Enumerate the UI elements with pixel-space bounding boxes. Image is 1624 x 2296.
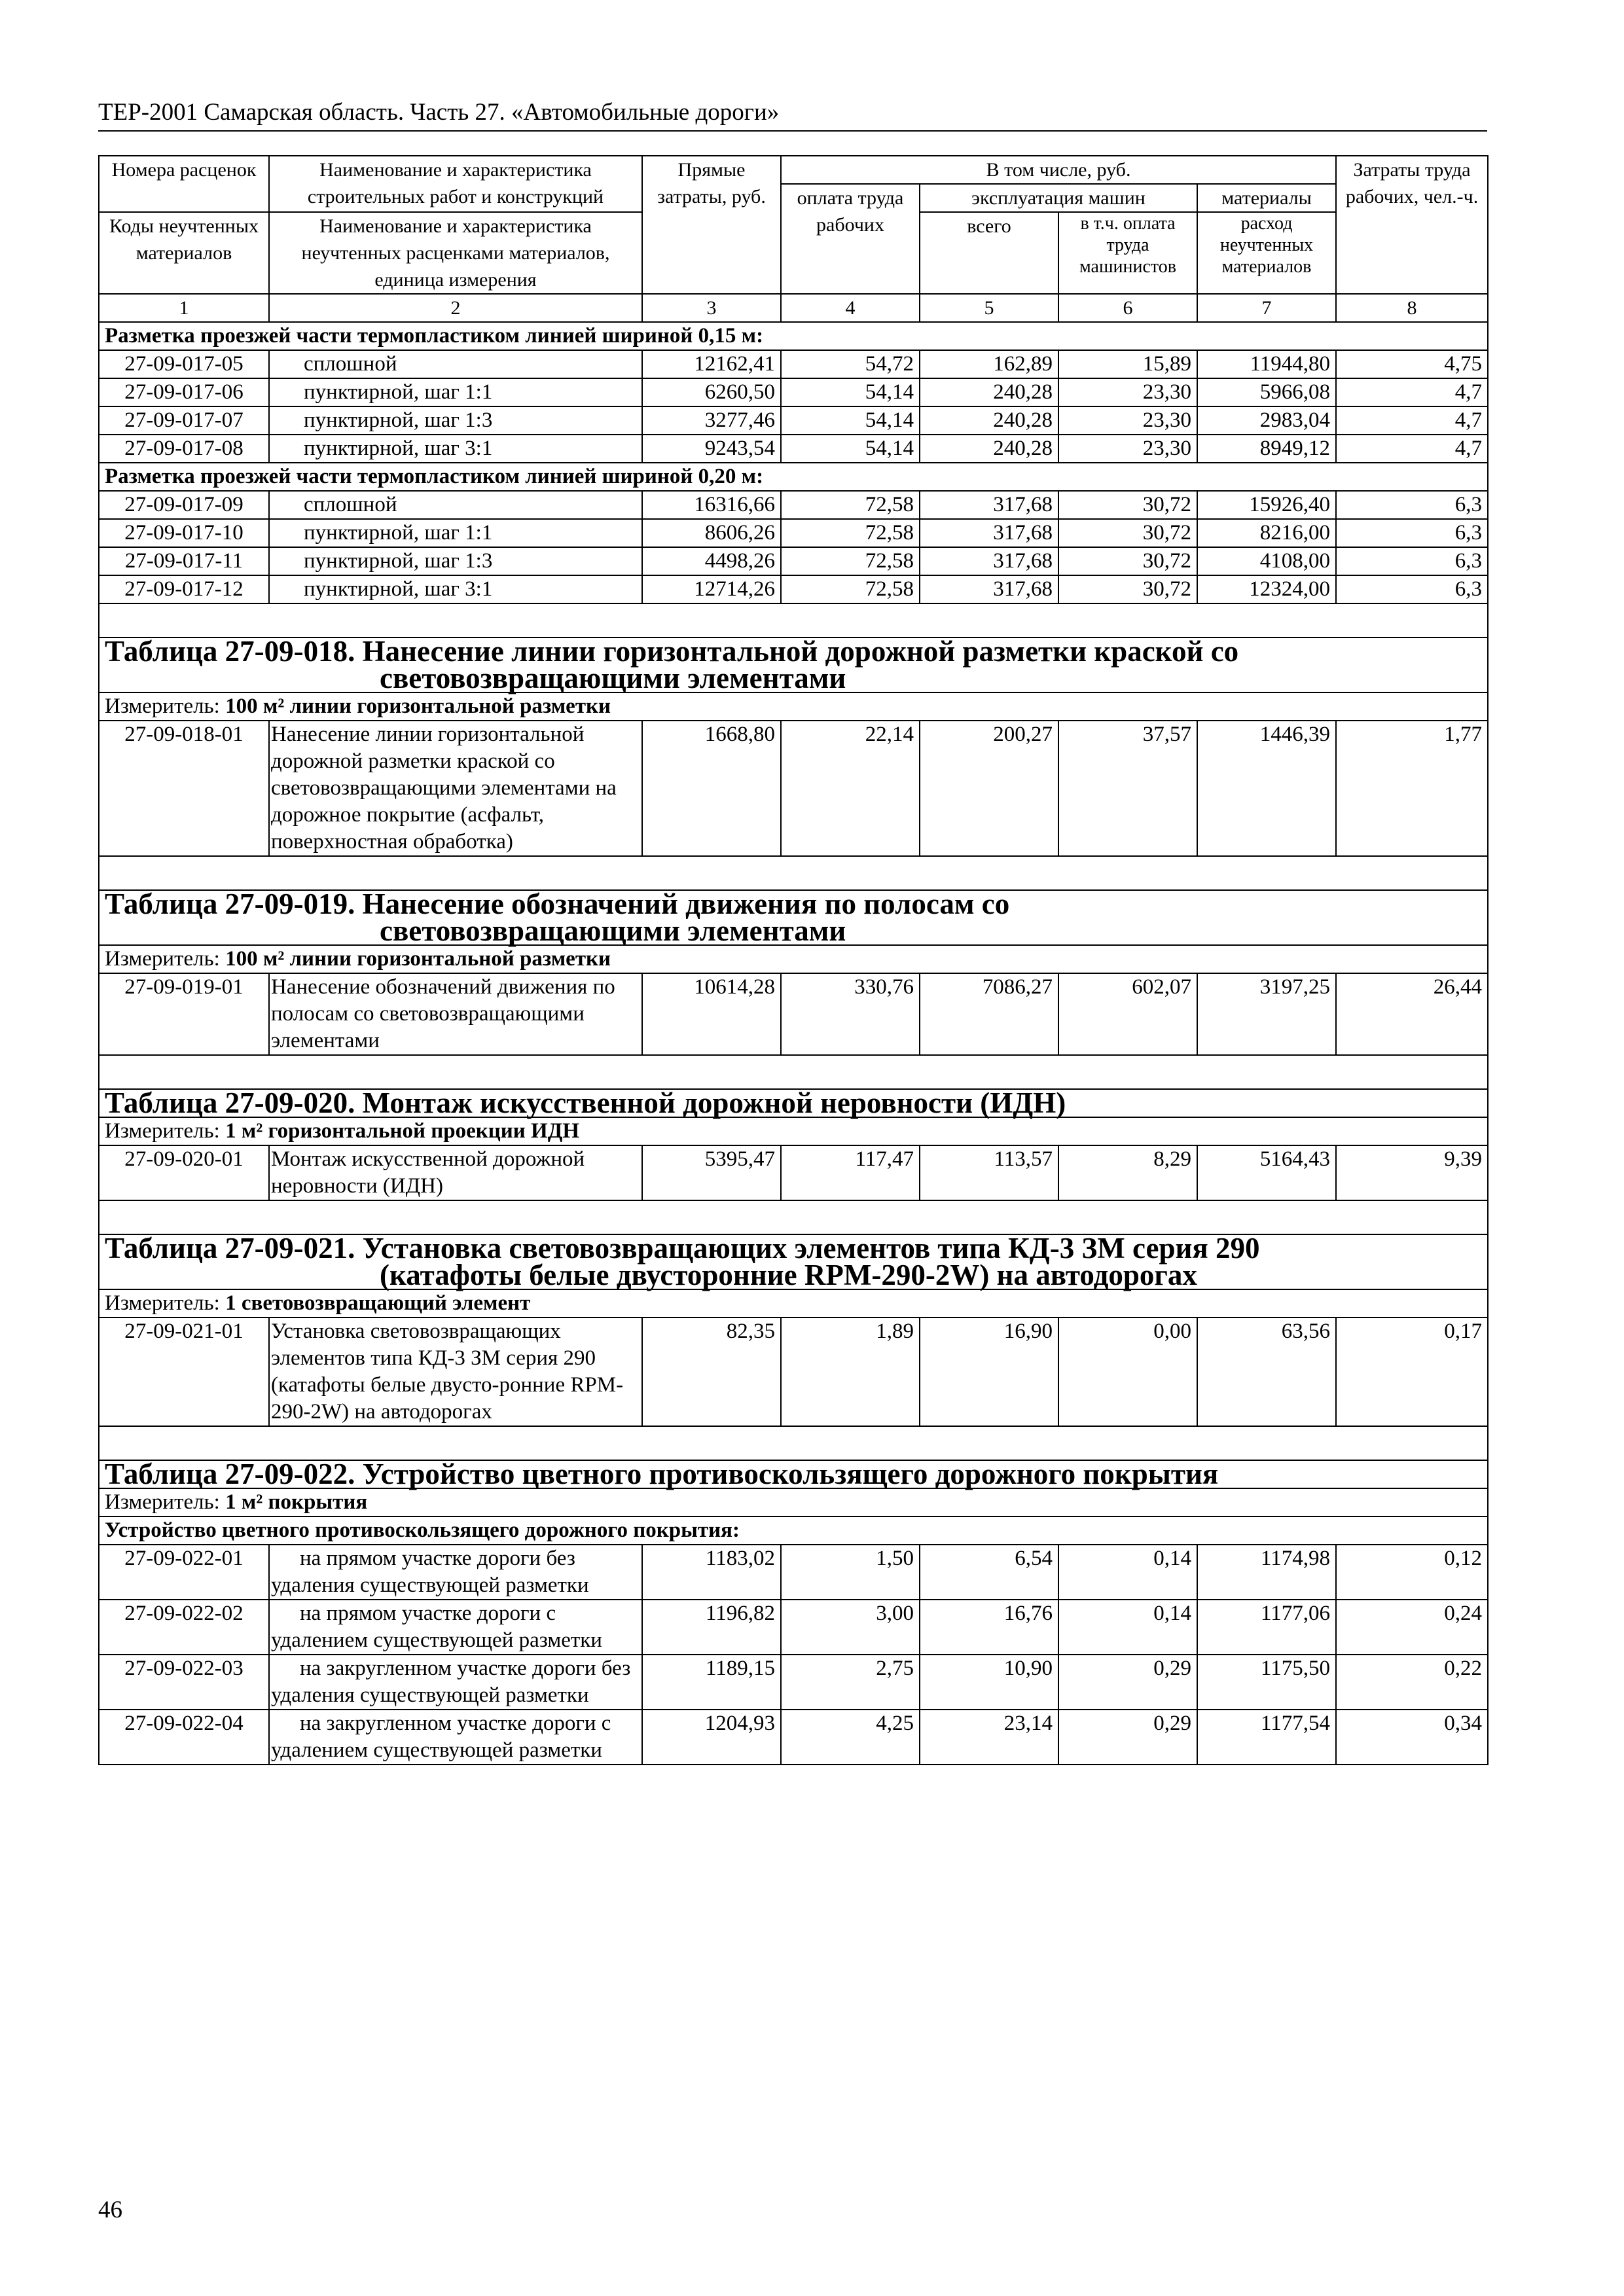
- header-row-1: [99, 156, 1488, 184]
- measure-line: Измеритель: 1 м² горизонтальной проекции ИДН: [99, 1117, 1488, 1145]
- group-heading: Устройство цветного противоскользящего дорожного покрытия:: [99, 1516, 1488, 1545]
- col-number: 2: [269, 294, 642, 322]
- table-row: 27-09-022-03 на закругленном участке дороги без удаления существующей разметки 1189,15 2,75 10,90 0,29 1175,50 0,22: [99, 1655, 1488, 1710]
- measure-line: Измеритель: 100 м² линии горизонтальной разметки: [99, 945, 1488, 973]
- measure-line: Измеритель: 1 м² покрытия: [99, 1488, 1488, 1516]
- hdr-materials: материалы: [1197, 184, 1336, 212]
- col-number: 3: [642, 294, 781, 322]
- measure-line: Измеритель: 1 световозвращающий элемент: [99, 1289, 1488, 1318]
- header-rule: [98, 130, 1487, 132]
- col-number: 8: [1336, 294, 1488, 322]
- table-title: Таблица 27-09-022. Устройство цветного противоскользящего дорожного покрытия: [99, 1460, 1488, 1488]
- hdr-machines-total: всего: [920, 212, 1058, 294]
- col-number: 1: [99, 294, 269, 322]
- group-heading: Разметка проезжей части термопластиком линией шириной 0,20 м:: [99, 463, 1488, 491]
- table-title: Таблица 27-09-020. Монтаж искусственной дорожной неровности (ИДН): [99, 1089, 1488, 1117]
- page-number: 46: [98, 2197, 122, 2223]
- hdr-material-names: Наименование и характеристика неучтенных расценками материалов, единица измерения: [269, 212, 642, 294]
- hdr-machinist-pay: в т.ч. оплата труда машинистов: [1058, 212, 1197, 294]
- table-row: 27-09-022-02 на прямом участке дороги с удалением существующей разметки 1196,82 3,00 16,76 0,14 1177,06 0,24: [99, 1600, 1488, 1655]
- col-number: 5: [920, 294, 1058, 322]
- column-numbers: [99, 294, 1488, 322]
- spacer: [99, 603, 1488, 637]
- hdr-including: В том числе, руб.: [781, 156, 1336, 184]
- hdr-direct-costs: Прямые затраты, руб.: [642, 156, 781, 294]
- hdr-material-codes: Коды неучтенных материалов: [99, 212, 269, 294]
- col-number: 7: [1197, 294, 1336, 322]
- spacer: [99, 1055, 1488, 1089]
- spacer: [99, 856, 1488, 890]
- hdr-work-name: Наименование и характеристика строительных работ и конструкций: [269, 156, 642, 212]
- hdr-labor-hours: Затраты труда рабочих, чел.-ч.: [1336, 156, 1488, 294]
- table-title: Таблица 27-09-018. Нанесение линии горизонтальной дорожной разметки краской со световозвращающими элементами: [99, 637, 1488, 692]
- table-row: 27-09-017-10 пунктирной, шаг 1:1 8606,26 72,58 317,68 30,72 8216,00 6,3: [99, 519, 1488, 547]
- table-row: 27-09-022-04 на закругленном участке дороги с удалением существующей разметки 1204,93 4,25 23,14 0,29 1177,54 0,34: [99, 1710, 1488, 1765]
- spacer: [99, 1426, 1488, 1460]
- running-header: ТЕР-2001 Самарская область. Часть 27. «Автомобильные дороги»: [98, 99, 780, 126]
- table-row: 27-09-021-01 Установка световозвращающих элементов типа КД-3 ЗМ серия 290 (катафоты белые двусто-ронние RPM-290-2W) на автодорогах 82,35 1,89 16,90 0,00 63,56 0,17: [99, 1318, 1488, 1426]
- table-title: Таблица 27-09-021. Установка световозвращающих элементов типа КД-3 ЗМ серия 290 (катафоты белые двусторонние RPM-290-2W) на автодорогах: [99, 1234, 1488, 1289]
- table-title: Таблица 27-09-019. Нанесение обозначений движения по полосам со световозвращающими элементами: [99, 890, 1488, 945]
- hdr-worker-pay: оплата труда рабочих: [781, 184, 920, 294]
- table-row: 27-09-022-01 на прямом участке дороги без удаления существующей разметки 1183,02 1,50 6,54 0,14 1174,98 0,12: [99, 1545, 1488, 1600]
- measure-line: Измеритель: 100 м² линии горизонтальной разметки: [99, 692, 1488, 721]
- table-row: 27-09-018-01 Нанесение линии горизонтальной дорожной разметки краской со световозвращающими элементами на дорожное покрытие (асфальт, поверхностная обработка) 1668,80 22,14 200,27 37,57 1446,39 1,77: [99, 721, 1488, 856]
- table-row: 27-09-017-12 пунктирной, шаг 3:1 12714,26 72,58 317,68 30,72 12324,00 6,3: [99, 575, 1488, 603]
- hdr-unaccounted-materials: расход неучтенных материалов: [1197, 212, 1336, 294]
- table-row: 27-09-020-01 Монтаж искусственной дорожной неровности (ИДН) 5395,47 117,47 113,57 8,29 5164,43 9,39: [99, 1145, 1488, 1200]
- col-number: 4: [781, 294, 920, 322]
- table-row: 27-09-017-08 пунктирной, шаг 3:1 9243,54 54,14 240,28 23,30 8949,12 4,7: [99, 435, 1488, 463]
- hdr-machines: эксплуатация машин: [920, 184, 1197, 212]
- table-row: 27-09-019-01 Нанесение обозначений движения по полосам со световозвращающими элементами 10614,28 330,76 7086,27 602,07 3197,25 26,44: [99, 973, 1488, 1055]
- table-row: 27-09-017-07 пунктирной, шаг 1:3 3277,46 54,14 240,28 23,30 2983,04 4,7: [99, 406, 1488, 435]
- spacer: [99, 1200, 1488, 1234]
- col-number: 6: [1058, 294, 1197, 322]
- hdr-rate-numbers: Номера расценок: [99, 156, 269, 212]
- rates-table: [98, 155, 1489, 1765]
- table-row: 27-09-017-06 пунктирной, шаг 1:1 6260,50 54,14 240,28 23,30 5966,08 4,7: [99, 378, 1488, 406]
- table-row: 27-09-017-09 сплошной 16316,66 72,58 317,68 30,72 15926,40 6,3: [99, 491, 1488, 519]
- group-heading: Разметка проезжей части термопластиком линией шириной 0,15 м:: [99, 322, 1488, 350]
- table-row: 27-09-017-05 сплошной 12162,41 54,72 162,89 15,89 11944,80 4,75: [99, 350, 1488, 378]
- table-row: 27-09-017-11 пунктирной, шаг 1:3 4498,26 72,58 317,68 30,72 4108,00 6,3: [99, 547, 1488, 575]
